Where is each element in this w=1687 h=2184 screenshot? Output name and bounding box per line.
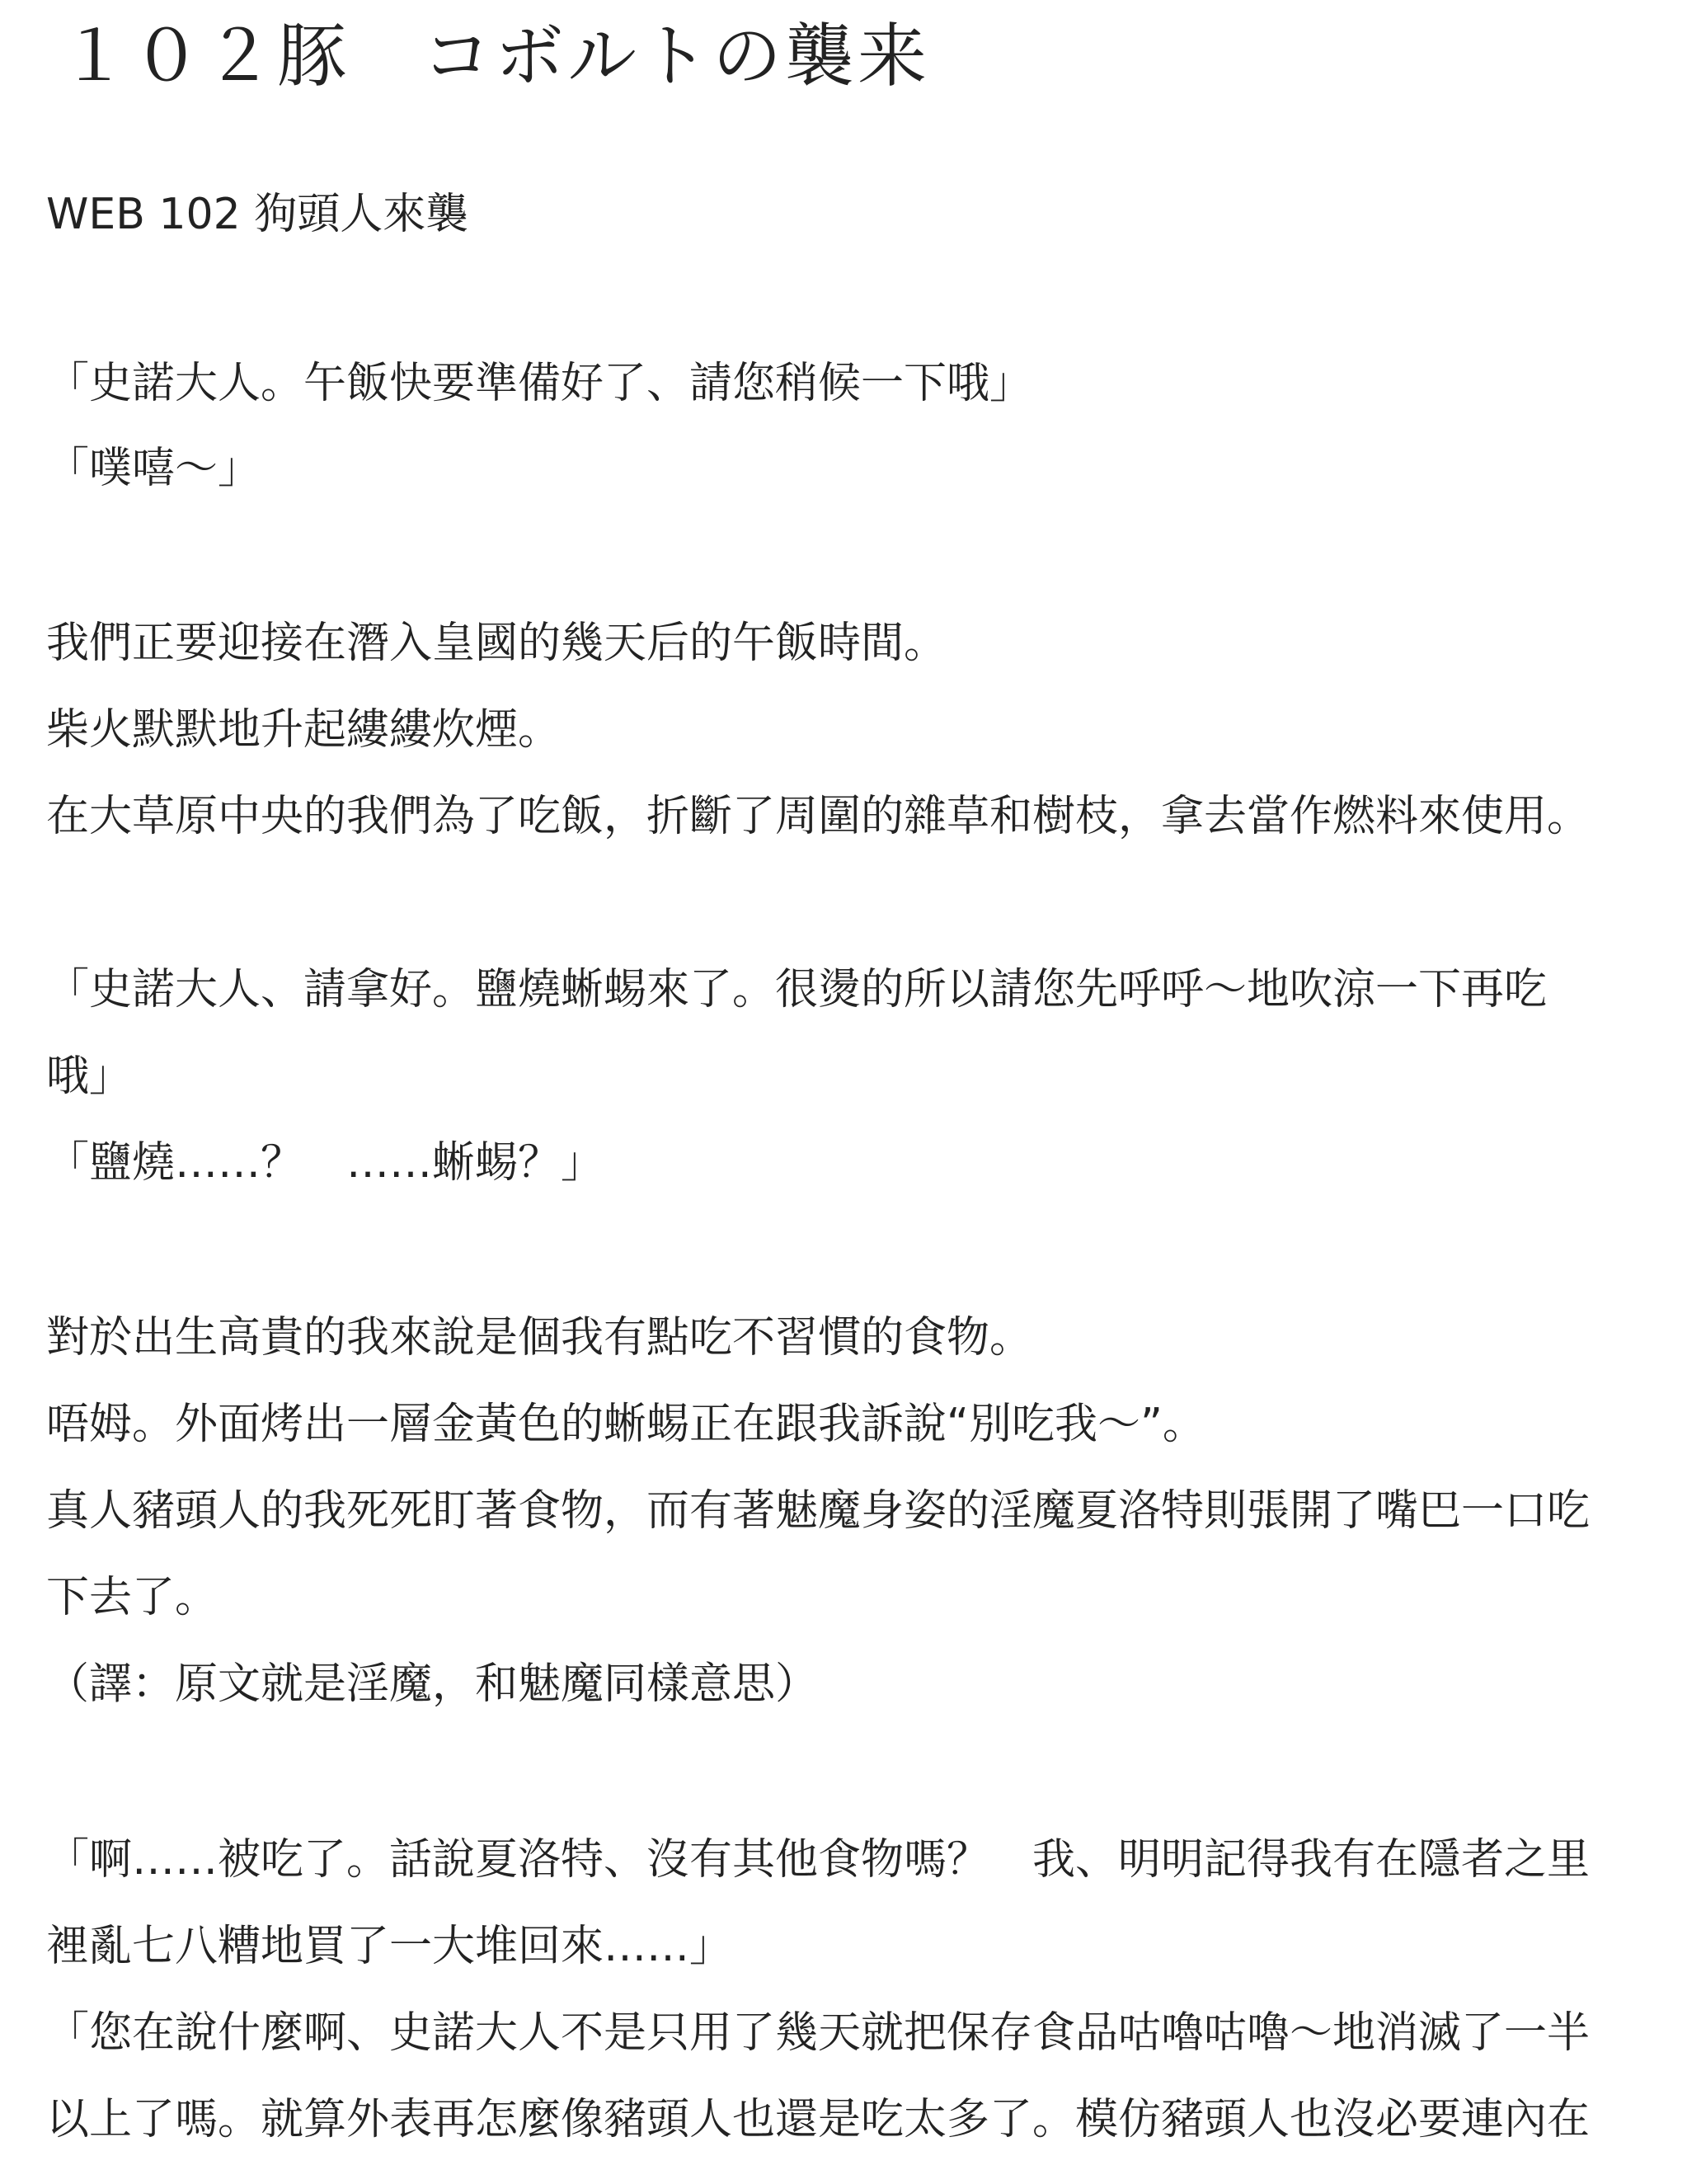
text-line: 以上了嗎。就算外表再怎麼像豬頭人也還是吃太多了。模仿豬頭人也沒必要連內在 [46,2095,1591,2144]
text-line: （譯：原文就是淫魔，和魅魔同樣意思） [46,1659,819,1709]
text-line: 柴火默默地升起縷縷炊煙。 [46,705,562,755]
text-line: 「您在說什麼啊、史諾大人不是只用了幾天就把保存食品咕嚕咕嚕～地消滅了一半 [46,2008,1591,2058]
text-line: 「鹽燒……？ ……蜥蜴？」 [46,1138,604,1188]
text-line: 真人豬頭人的我死死盯著食物，而有著魅魔身姿的淫魔夏洛特則張開了嘴巴一口吃 [46,1486,1591,1536]
text-line: 下去了。 [46,1573,219,1622]
text-line: 在大草原中央的我們為了吃飯，折斷了周圍的雜草和樹枝，拿去當作燃料來使用。 [46,792,1591,841]
text-line: 「噗嘻～」 [46,444,261,493]
chapter-title: １０２豚 コボルトの襲来 [59,16,931,96]
text-line: 對於出生高貴的我來說是個我有點吃不習慣的食物。 [46,1313,1033,1363]
text-line: 我們正要迎接在潛入皇國的幾天后的午飯時間。 [46,619,947,668]
text-line: 「史諾大人。午飯快要準備好了、請您稍候一下哦」 [46,359,1033,408]
text-line: 「史諾大人、請拿好。鹽燒蜥蜴來了。很燙的所以請您先呼呼～地吹涼一下再吃 [46,965,1548,1014]
text-line: 哦」 [46,1052,133,1101]
text-line: 唔姆。外面烤出一層金黃色的蜥蜴正在跟我訴說“別吃我～”。 [46,1400,1205,1449]
chapter-subtitle: WEB 102 狗頭人來襲 [46,190,469,239]
text-line: 「啊……被吃了。話說夏洛特、沒有其他食物嗎？ 我、明明記得我有在隱者之里 [46,1835,1591,1885]
text-line: 裡亂七八糟地買了一大堆回來……」 [46,1922,733,1971]
